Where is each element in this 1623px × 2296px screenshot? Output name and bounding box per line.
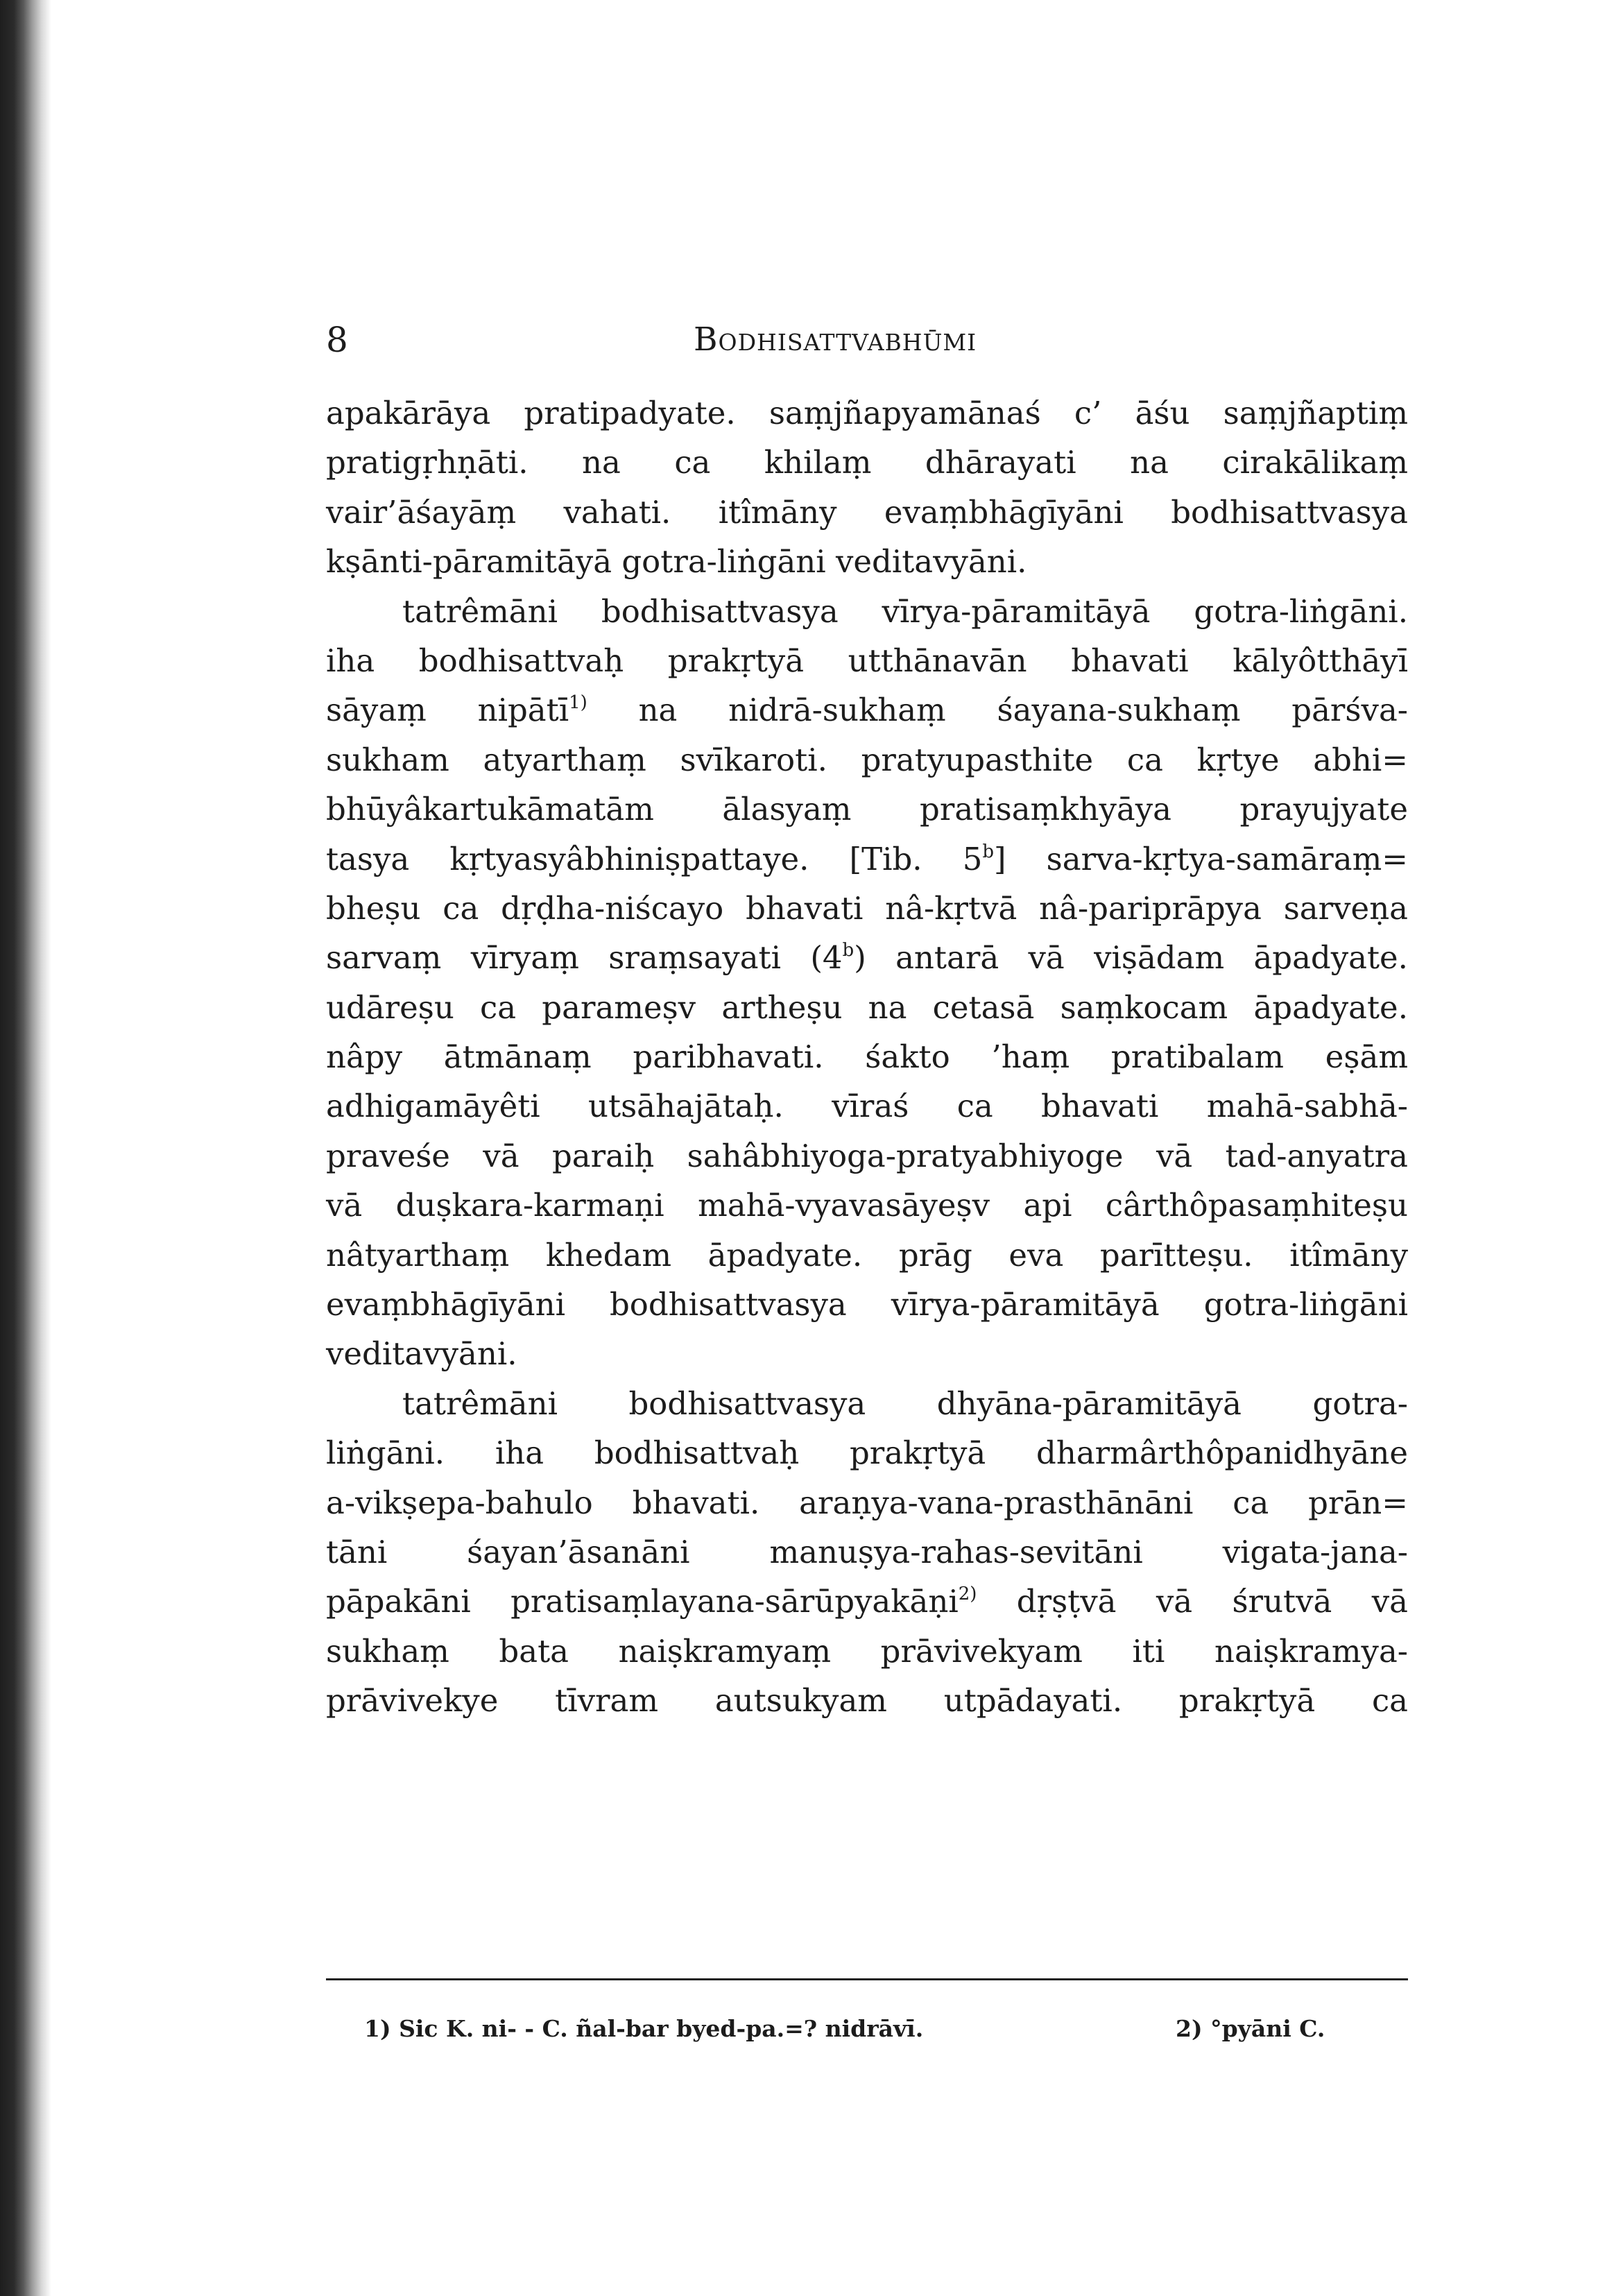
text-line: tāni śayan’āsanāni manuṣya-rahas-sevitāni vigata-jana- — [326, 1533, 1408, 1570]
text-line: apakārāya pratipadyate. saṃjñapyamānaś c’ āśu saṃjñaptiṃ — [326, 395, 1408, 431]
text-line: sukhaṃ bata naiṣkramyaṃ prāvivekyam iti naiṣkramya- — [326, 1632, 1408, 1670]
text-line: evaṃbhāgīyāni bodhisattvasya vīrya-pāramitāyā gotra-liṅgāni — [326, 1286, 1408, 1323]
text-line: nâtyarthaṃ khedam āpadyate. prāg eva parītteṣu. itîmāny — [326, 1236, 1408, 1274]
text-line: praveśe vā paraiḥ sahâbhiyoga-pratyabhiyoge vā tad-anyatra — [326, 1137, 1408, 1174]
superscript: b — [982, 841, 994, 862]
text-line: sukham atyarthaṃ svīkaroti. pratyupasthite ca kṛtye abhi= — [326, 741, 1408, 778]
text-line: vair’āśayāṃ vahati. itîmāny evaṃbhāgīyāni bodhisattvasya — [326, 493, 1408, 531]
paragraph-start-line: tatrêmāni bodhisattvasya vīrya-pāramitāyā gotra-liṅgāni. — [402, 592, 1408, 630]
book-binding-edge — [0, 0, 51, 2296]
page-number: 8 — [326, 320, 348, 360]
text-segment: ) antarā vā viṣādam āpadyate. — [854, 939, 1408, 977]
text-segment: na nidrā-sukhaṃ śayana-sukhaṃ pārśva- — [587, 692, 1408, 729]
footnote-ref: 1) — [569, 692, 587, 714]
text-line — [326, 1577, 1408, 1626]
text-line: nâpy ātmānaṃ paribhavati. śakto ’haṃ pratibalam eṣām — [326, 1038, 1408, 1076]
text-line — [326, 933, 1408, 982]
footnote-ref: 2) — [958, 1584, 977, 1605]
running-head — [326, 312, 1408, 368]
footnotes — [364, 2008, 1391, 2050]
text-line: bheṣu ca dṛḍha-niścayo bhavati nâ-kṛtvā nâ-pariprāpya sarveṇa — [326, 889, 1408, 927]
paragraph-start-line: tatrêmāni bodhisattvasya dhyāna-pāramitāyā gotra- — [402, 1385, 1408, 1422]
page-title: Bodhisattvabhūmi — [694, 320, 977, 359]
text-line: liṅgāni. iha bodhisattvaḥ prakṛtyā dharmârthôpanidhyāne — [326, 1434, 1408, 1472]
text-line — [326, 685, 1408, 735]
text-segment: sarvaṃ vīryaṃ sraṃsayati (4 — [326, 939, 843, 977]
superscript: b — [842, 940, 855, 961]
text-line: udāreṣu ca parameṣv artheṣu na cetasā saṃkocam āpadyate. — [326, 988, 1408, 1026]
text-line: kṣānti-pāramitāyā gotra-liṅgāni veditavyāni. — [326, 543, 1027, 581]
footnote-1: 1) Sic K. ni- - C. ñal-bar byed-pa.=? nidrāvī. — [364, 2015, 924, 2042]
text-line: bhūyâkartukāmatām ālasyaṃ pratisaṃkhyāya prayujyate — [326, 791, 1408, 828]
text-segment: ] sarva-kṛtya-samāraṃ= — [994, 840, 1408, 877]
text-segment: sāyaṃ nipātī — [326, 692, 569, 729]
main-text — [326, 388, 1408, 1726]
text-line: a-vikṣepa-bahulo bhavati. araṇya-vana-prasthānāni ca prān= — [326, 1484, 1408, 1521]
text-line: pratigṛhṇāti. na ca khilaṃ dhārayati na cirakālikaṃ — [326, 444, 1408, 481]
text-line: vā duṣkara-karmaṇi mahā-vyavasāyeṣv api cârthôpasaṃhiteṣu — [326, 1187, 1408, 1224]
text-line: iha bodhisattvaḥ prakṛtyā utthānavān bhavati kālyôtthāyī — [326, 642, 1408, 679]
text-segment: pāpakāni pratisaṃlayana-sārūpyakāṇi — [326, 1583, 959, 1620]
footnote-2: 2) °pyāni C. — [1176, 2015, 1325, 2042]
text-segment: dṛṣṭvā vā śrutvā vā — [977, 1583, 1408, 1620]
footnote-rule — [326, 1978, 1408, 1980]
text-segment: tasya kṛtyasyâbhiniṣpattaye. [Tib. 5 — [326, 840, 983, 877]
text-line: prāvivekye tīvram autsukyam utpādayati. prakṛtyā ca — [326, 1682, 1408, 1720]
text-line — [326, 834, 1408, 884]
text-line: adhigamāyêti utsāhajātaḥ. vīraś ca bhavati mahā-sabhā- — [326, 1088, 1408, 1125]
text-line: veditavyāni. — [326, 1335, 517, 1373]
